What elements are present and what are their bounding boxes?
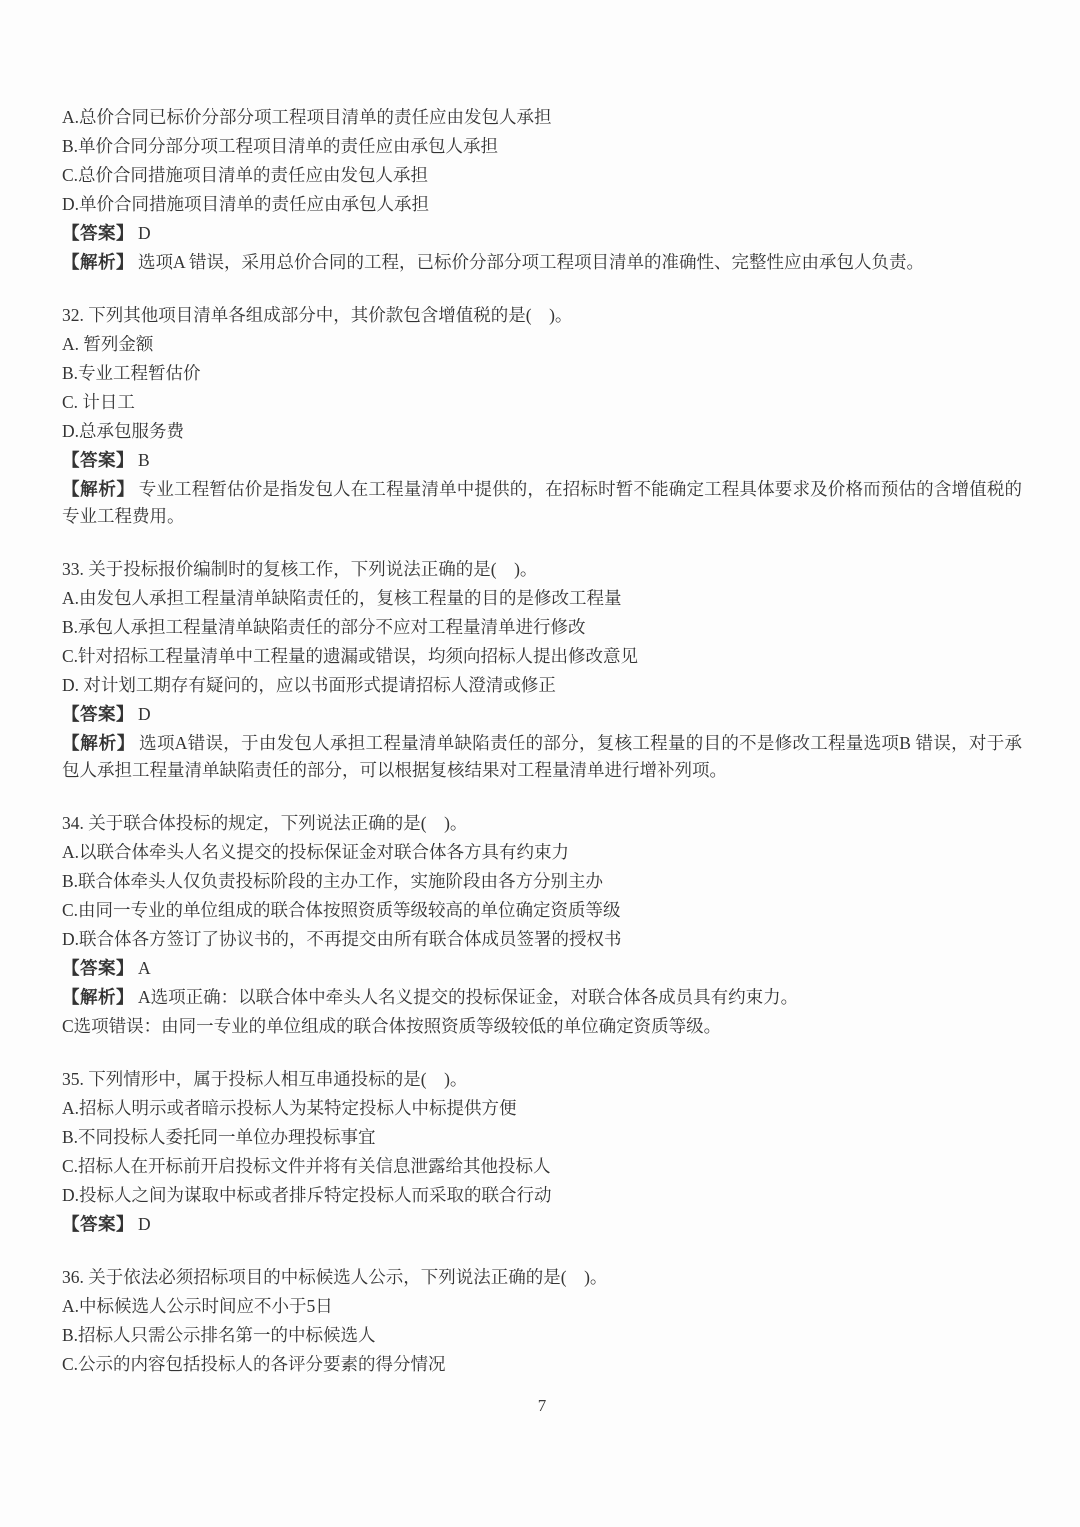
page-number: 7 bbox=[537, 1396, 547, 1415]
option-c: C.由同一专业的单位组成的联合体按照资质等级较高的单位确定资质等级 bbox=[62, 900, 621, 920]
answer-line bbox=[62, 220, 1022, 247]
answer-value: D bbox=[138, 223, 151, 243]
answer-label: 【答案】 bbox=[62, 450, 134, 470]
option-a: A.中标候选人公示时间应不小于5日 bbox=[62, 1296, 333, 1316]
answer-label: 【答案】 bbox=[62, 1214, 134, 1234]
option-b: B.承包人承担工程量清单缺陷责任的部分不应对工程量清单进行修改 bbox=[62, 617, 586, 637]
question-stem: 35. 下列情形中，属于投标人相互串通投标的是( )。 bbox=[62, 1069, 468, 1089]
option-a: A.招标人明示或者暗示投标人为某特定投标人中标提供方便 bbox=[62, 1098, 517, 1118]
analysis-text: 专业工程暂估价是指发包人在工程量清单中提供的，在招标时暂不能确定工程具体要求及价格而预估的含增值税的专业工程费用。 bbox=[62, 479, 1023, 526]
answer-line bbox=[62, 1211, 1022, 1238]
question-35 bbox=[62, 1066, 1022, 1238]
option-a: A.总价合同已标价分部分项工程项目清单的责任应由发包人承担 bbox=[62, 107, 552, 127]
analysis-label: 【解析】 bbox=[62, 252, 134, 272]
analysis-label: 【解析】 bbox=[62, 479, 135, 499]
option-c: C.针对招标工程量清单中工程量的遗漏或错误，均须向招标人提出修改意见 bbox=[62, 646, 639, 666]
option-a: A. 暂列金额 bbox=[62, 334, 154, 354]
analysis-extra-line: C选项错误：由同一专业的单位组成的联合体按照资质等级较低的单位确定资质等级。 bbox=[62, 1016, 722, 1036]
option-b: B.专业工程暂估价 bbox=[62, 363, 201, 383]
option-b: B.单价合同分部分项工程项目清单的责任应由承包人承担 bbox=[62, 136, 499, 156]
question-31-tail bbox=[62, 104, 1022, 276]
option-d: D. 对计划工期存有疑问的，应以书面形式提请招标人澄清或修正 bbox=[62, 675, 556, 695]
option-d: D.联合体各方签订了协议书的，不再提交由所有联合体成员签署的授权书 bbox=[62, 929, 622, 949]
question-stem: 36. 关于依法必须招标项目的中标候选人公示，下列说法正确的是( )。 bbox=[62, 1267, 608, 1287]
option-b: B.招标人只需公示排名第一的中标候选人 bbox=[62, 1325, 376, 1345]
option-d: D.总承包服务费 bbox=[62, 421, 185, 441]
answer-label: 【答案】 bbox=[62, 704, 134, 724]
option-c: C.公示的内容包括投标人的各评分要素的得分情况 bbox=[62, 1354, 446, 1374]
option-b: B.联合体牵头人仅负责投标阶段的主办工作，实施阶段由各方分别主办 bbox=[62, 871, 604, 891]
analysis-line bbox=[62, 249, 1022, 276]
question-stem: 34. 关于联合体投标的规定，下列说法正确的是( )。 bbox=[62, 813, 468, 833]
answer-label: 【答案】 bbox=[62, 958, 134, 978]
analysis-line bbox=[62, 984, 1022, 1011]
answer-label: 【答案】 bbox=[62, 223, 134, 243]
answer-line bbox=[62, 701, 1022, 728]
answer-line bbox=[62, 447, 1022, 474]
answer-line bbox=[62, 955, 1022, 982]
analysis-line bbox=[62, 730, 1022, 784]
answer-value: A bbox=[138, 958, 151, 978]
question-34 bbox=[62, 810, 1022, 1040]
answer-value: B bbox=[138, 450, 150, 470]
option-c: C. 计日工 bbox=[62, 392, 135, 412]
analysis-label: 【解析】 bbox=[62, 987, 134, 1007]
analysis-line bbox=[62, 476, 1022, 530]
option-a: A.由发包人承担工程量清单缺陷责任的，复核工程量的目的是修改工程量 bbox=[62, 588, 622, 608]
question-stem: 32. 下列其他项目清单各组成部分中，其价款包含增值税的是( )。 bbox=[62, 305, 573, 325]
analysis-text: 选项A 错误，采用总价合同的工程，已标价分部分项工程项目清单的准确性、完整性应由承包人负责。 bbox=[138, 252, 925, 272]
option-c: C.招标人在开标前开启投标文件并将有关信息泄露给其他投标人 bbox=[62, 1156, 551, 1176]
analysis-label: 【解析】 bbox=[62, 733, 136, 753]
option-a: A.以联合体牵头人名义提交的投标保证金对联合体各方具有约束力 bbox=[62, 842, 570, 862]
option-d: D.投标人之间为谋取中标或者排斥特定投标人而采取的联合行动 bbox=[62, 1185, 552, 1205]
answer-value: D bbox=[138, 1214, 151, 1234]
option-c: C.总价合同措施项目清单的责任应由发包人承担 bbox=[62, 165, 429, 185]
analysis-text: 选项A错误，于由发包人承担工程量清单缺陷责任的部分，复核工程量的目的不是修改工程量选项B 错误，对于承包人承担工程量清单缺陷责任的部分，可以根据复核结果对工程量清单进行增补列项。 bbox=[62, 733, 1022, 780]
question-stem: 33. 关于投标报价编制时的复核工作，下列说法正确的是( )。 bbox=[62, 559, 538, 579]
analysis-text: A选项正确：以联合体中牵头人名义提交的投标保证金，对联合体各成员具有约束力。 bbox=[138, 987, 799, 1007]
option-d: D.单价合同措施项目清单的责任应由承包人承担 bbox=[62, 194, 430, 214]
question-36 bbox=[62, 1264, 1022, 1378]
question-32 bbox=[62, 302, 1022, 530]
option-b: B.不同投标人委托同一单位办理投标事宜 bbox=[62, 1127, 376, 1147]
answer-value: D bbox=[138, 704, 151, 724]
question-33 bbox=[62, 556, 1022, 784]
